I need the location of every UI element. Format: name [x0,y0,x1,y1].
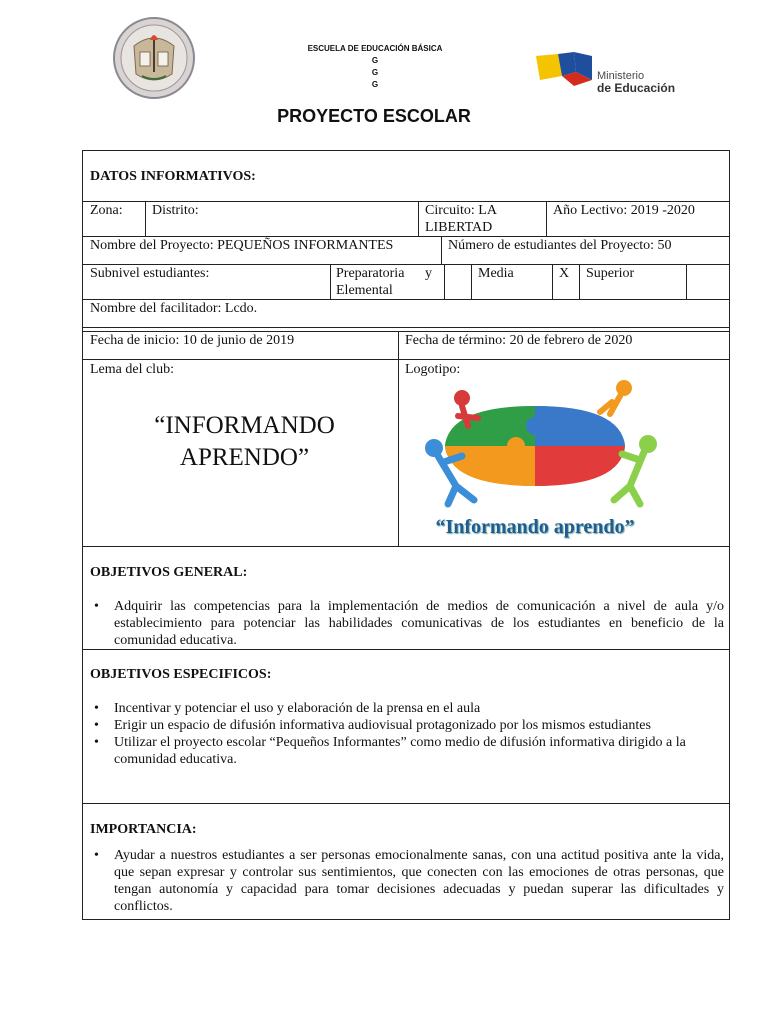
list-item: • Erigir un espacio de difusión informativa audiovisual protagonizado por los mismos estudiantes [90,717,724,734]
table-rule [418,201,419,236]
field-fecha-termino: Fecha de término: 20 de febrero de 2020 [405,333,633,348]
table-rule [82,327,730,328]
table-rule [686,264,687,299]
option-conjunction: y [425,266,432,281]
table-rule [82,546,730,547]
document-title: PROYECTO ESCOLAR [277,106,471,126]
school-seal-icon [112,16,196,100]
objetivo-general-list [90,598,724,649]
field-fecha-inicio: Fecha de inicio: 10 de junio de 2019 [90,333,295,348]
section-heading-objetivo-general: OBJETIVOS GENERAL: [90,565,248,580]
list-item: • Utilizar el proyecto escolar “Pequeños Informantes” como medio de difusión informativa dirigido a la comunidad educativa. [90,734,724,768]
section-heading: DATOS INFORMATIVOS: [90,169,256,184]
ministry-line-1: Ministerio [597,70,645,82]
option-media: Media [478,266,514,281]
club-motto-line-2: APRENDO” [179,444,310,471]
section-heading-importancia: IMPORTANCIA: [90,822,197,837]
table-rule [145,201,146,236]
section-heading-objetivos-especificos: OBJETIVOS ESPECIFICOS: [90,667,272,682]
list-item: • Ayudar a nuestros estudiantes a ser personas emocionalmente sanas, con una actitud positiva ante la vida, que sepan expresar y controlar sus sentimientos, que conecten con las emociones de otras personas, que tengan autonomía y capacidad para tomar decisiones adecuadas y puedan superar las dificultades y conflictos. [90,847,724,915]
field-logotipo-label: Logotipo: [405,362,461,377]
table-rule [82,803,730,804]
field-circuito-line-2: LIBERTAD [425,220,493,235]
club-motto-line-1: “INFORMANDO [154,412,335,439]
school-name-line: G [371,56,379,65]
school-name: ESCUELA DE EDUCACIÓN BÁSICA [307,44,443,53]
school-name-block [255,43,495,91]
table-rule [579,264,580,299]
list-item: • Adquirir las competencias para la implementación de medios de comunicación a nivel de aula y/o establecimiento para potenciar las habilidades comunicativas de los estudiantes en beneficio de la comunidad educativa. [90,598,724,649]
importancia-list [90,847,724,915]
club-motto [82,410,407,474]
field-num-estudiantes: Número de estudiantes del Proyecto: 50 [448,238,672,253]
field-circuito [425,202,497,236]
school-name-line: G [371,80,379,89]
table-rule [546,201,547,236]
option-preparatoria-word: Preparatoria [336,266,405,281]
field-zona: Zona: [90,203,123,218]
option-preparatoria-elemental [336,265,432,299]
table-rule [82,359,730,360]
school-name-line: G [371,68,379,77]
table-rule [82,649,730,650]
table-rule [441,236,442,264]
field-subnivel: Subnivel estudiantes: [90,266,210,281]
field-lema-label: Lema del club: [90,362,174,377]
option-superior: Superior [586,266,635,281]
field-ano-lectivo: Año Lectivo: 2019 -2020 [553,203,695,218]
objetivos-especificos-list [90,700,724,768]
field-facilitador: Nombre del facilitador: Lcdo. [90,301,258,316]
logo-caption: “Informando aprendo” [435,516,635,538]
field-distrito: Distrito: [152,203,199,218]
list-item: • Incentivar y potenciar el uso y elaboración de la prensa en el aula [90,700,724,717]
table-rule [471,264,472,299]
table-rule [444,264,445,299]
ministry-line-2: de Educación [597,81,676,95]
option-media-mark: X [559,266,570,281]
ministry-name [597,70,675,95]
field-nombre-proyecto: Nombre del Proyecto: PEQUEÑOS INFORMANTES [90,238,394,253]
table-rule [330,264,331,299]
option-elemental-word: Elemental [336,283,393,298]
table-rule [552,264,553,299]
field-circuito-line-1: Circuito: LA [425,203,497,218]
